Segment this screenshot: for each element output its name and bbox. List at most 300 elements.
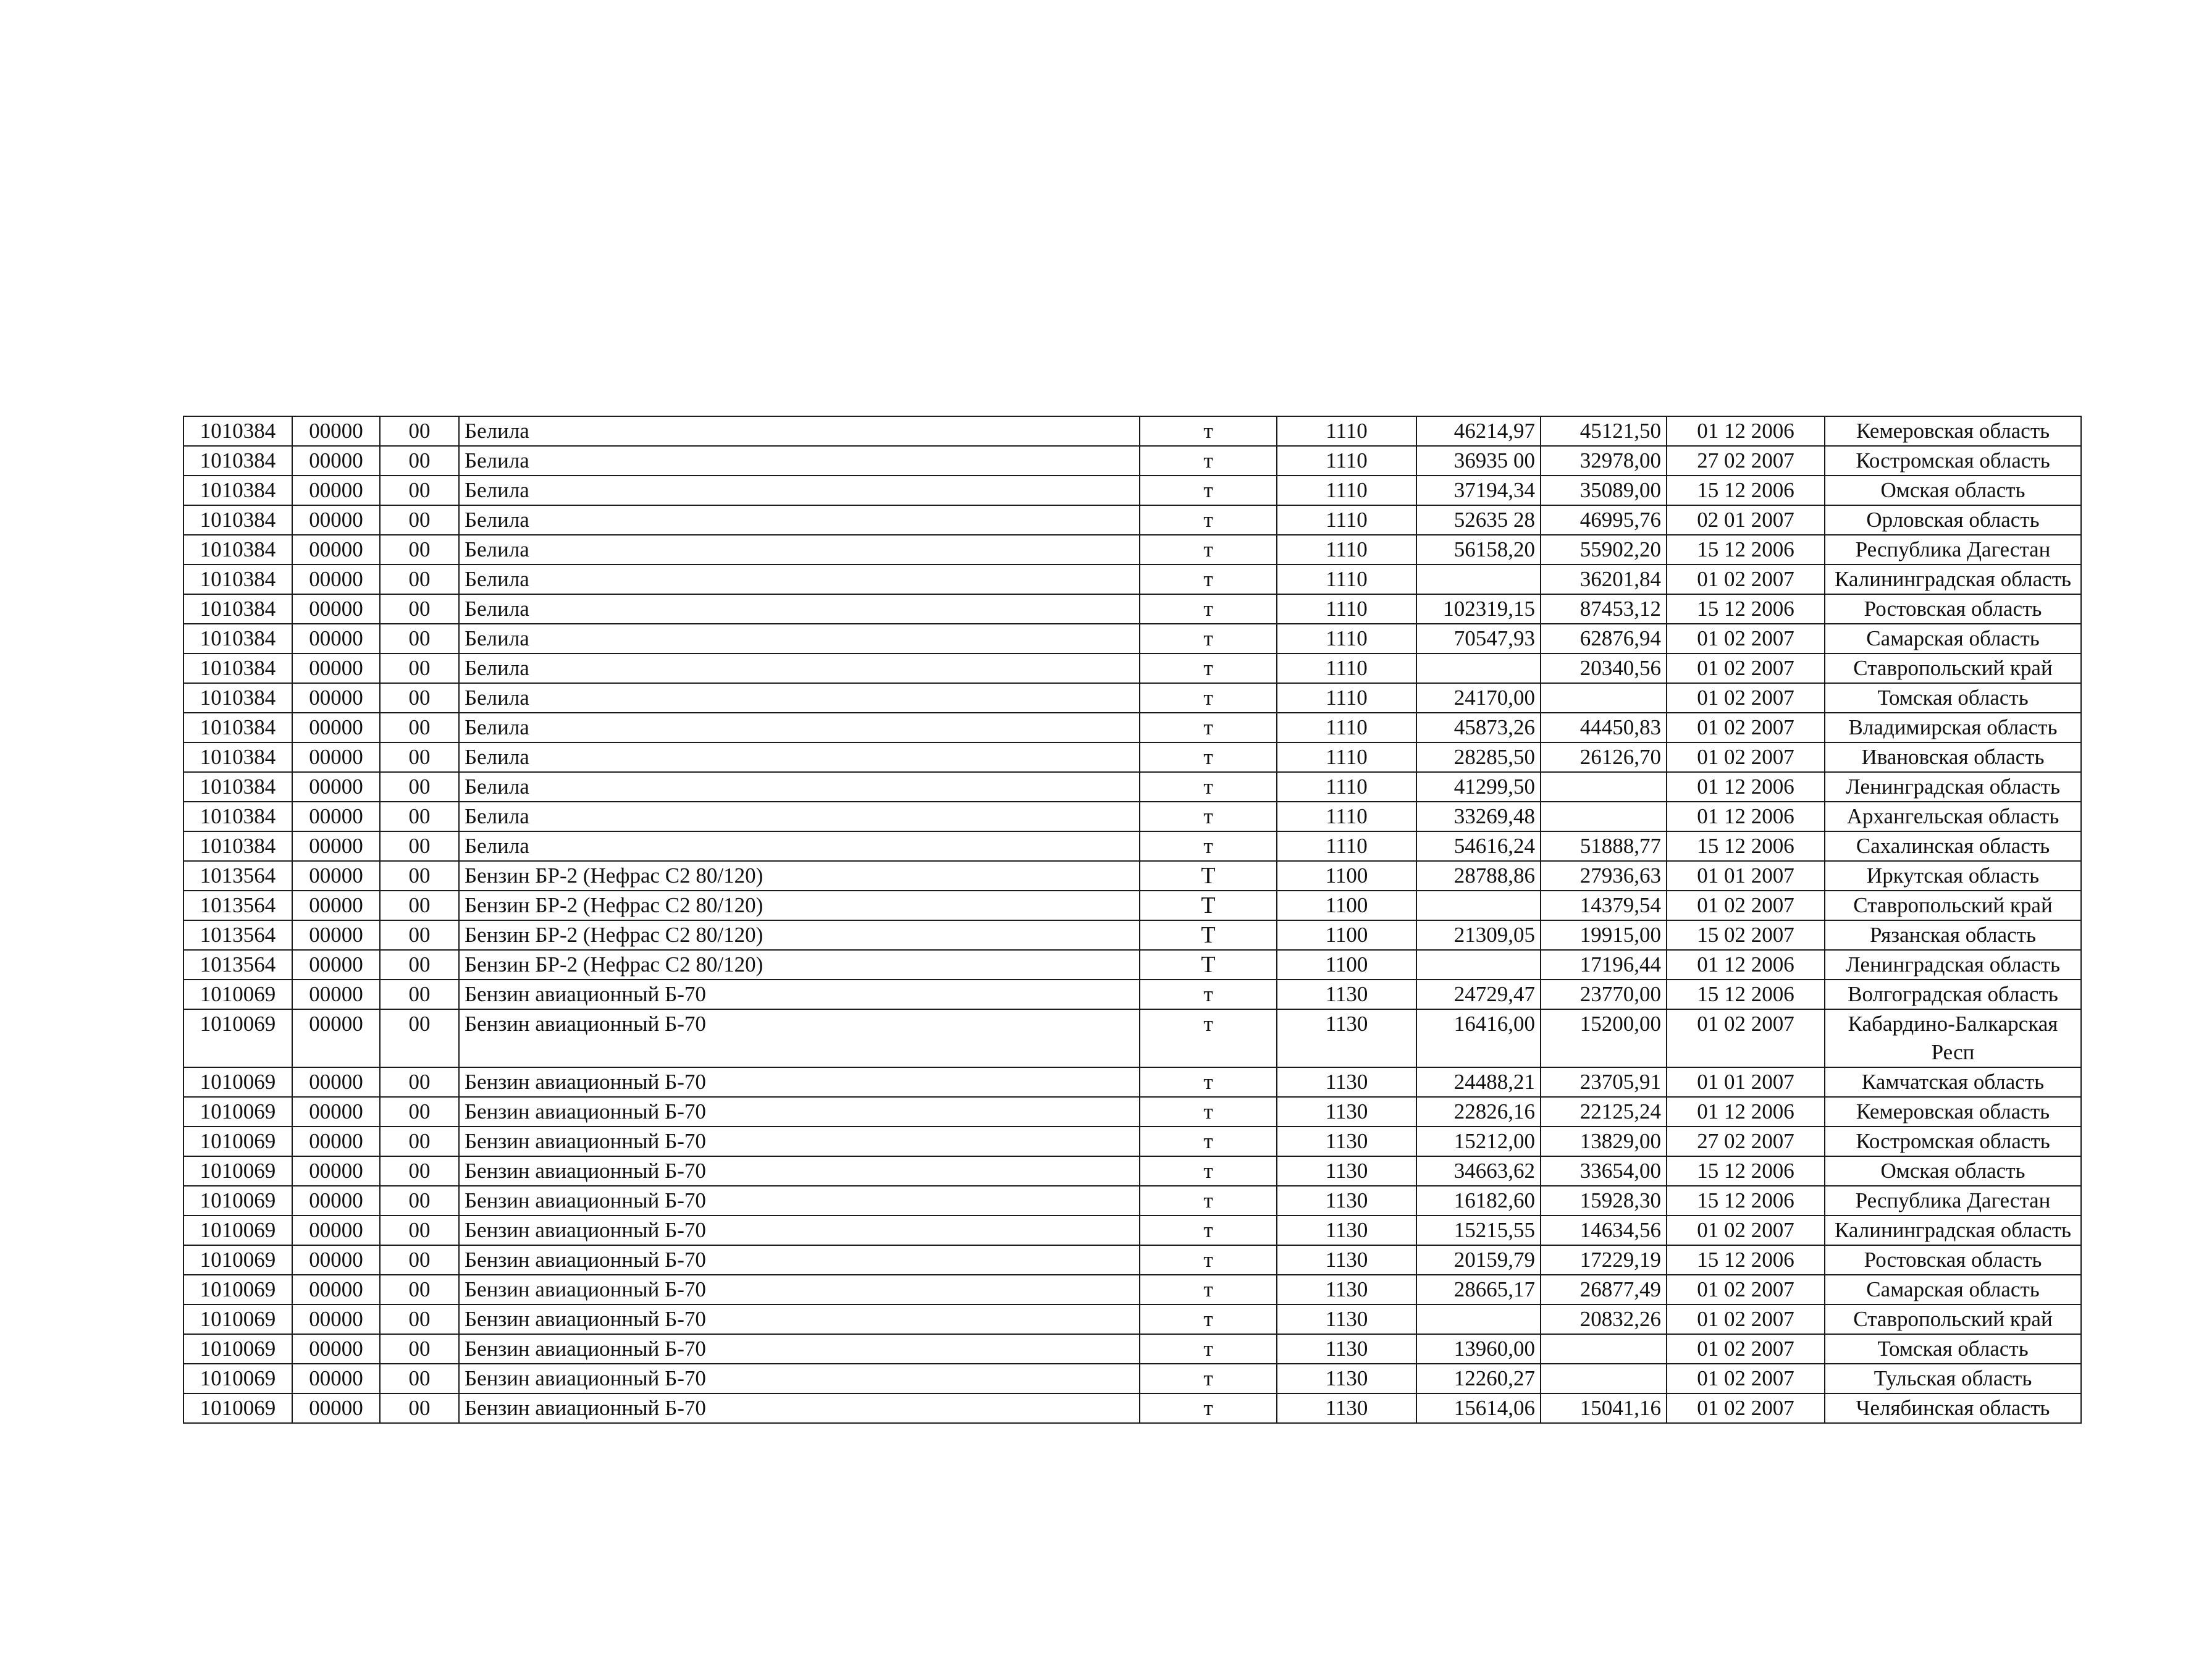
unit-cell: т [1140,1275,1277,1304]
table-row [183,1334,2081,1364]
region-cell: Омская область [1825,1156,2081,1186]
table-row [183,505,2081,535]
price-1-cell: 36935 00 [1416,446,1541,476]
version-cell: 00 [380,624,459,653]
subcode-cell: 00000 [292,683,380,713]
price-1-cell: 28285,50 [1416,742,1541,772]
date-cell: 01 02 2007 [1667,1009,1825,1067]
price-2-cell: 32978,00 [1541,446,1667,476]
price-table [183,416,2082,1424]
unit-cell: т [1140,624,1277,653]
date-cell: 15 12 2006 [1667,535,1825,565]
product-name-cell: Бензин авиационный Б-70 [459,1216,1140,1245]
table-row [183,802,2081,831]
price-1-cell: 34663,62 [1416,1156,1541,1186]
product-code-cell: 1013564 [183,920,292,950]
subcode-cell: 00000 [292,416,380,446]
unit-cell: т [1140,1304,1277,1334]
product-code-cell: 1010384 [183,831,292,861]
date-cell: 01 02 2007 [1667,1275,1825,1304]
date-cell: 01 02 2007 [1667,1334,1825,1364]
price-1-cell [1416,891,1541,920]
price-1-cell: 28665,17 [1416,1275,1541,1304]
price-1-cell: 15614,06 [1416,1393,1541,1423]
price-1-cell: 41299,50 [1416,772,1541,802]
version-cell: 00 [380,920,459,950]
region-cell: Костромская область [1825,446,2081,476]
price-2-cell: 33654,00 [1541,1156,1667,1186]
product-code-cell: 1010069 [183,1364,292,1393]
subcode-cell: 00000 [292,624,380,653]
price-1-cell [1416,653,1541,683]
product-code-cell: 1010069 [183,1009,292,1067]
region-cell: Владимирская область [1825,713,2081,742]
price-2-cell: 27936,63 [1541,861,1667,891]
price-1-cell [1416,565,1541,594]
product-code-cell: 1010069 [183,1216,292,1245]
region-cell: Архангельская область [1825,802,2081,831]
region-cell: Ростовская область [1825,1245,2081,1275]
price-1-cell: 46214,97 [1416,416,1541,446]
unit-cell: т [1140,476,1277,505]
product-code-cell: 1010384 [183,476,292,505]
table-row [183,1364,2081,1393]
price-2-cell: 35089,00 [1541,476,1667,505]
version-cell: 00 [380,802,459,831]
date-cell: 27 02 2007 [1667,446,1825,476]
version-cell: 00 [380,980,459,1009]
unit-cell: т [1140,1216,1277,1245]
subcode-cell: 00000 [292,535,380,565]
table-row [183,1067,2081,1097]
price-2-cell: 45121,50 [1541,416,1667,446]
region-cell: Самарская область [1825,1275,2081,1304]
region-cell: Камчатская область [1825,1067,2081,1097]
region-cell: Ростовская область [1825,594,2081,624]
region-cell: Самарская область [1825,624,2081,653]
version-cell: 00 [380,1127,459,1156]
product-name-cell: Белила [459,772,1140,802]
region-cell: Ставропольский край [1825,1304,2081,1334]
price-2-cell: 26126,70 [1541,742,1667,772]
price-1-cell: 24488,21 [1416,1067,1541,1097]
subcode-cell: 00000 [292,1127,380,1156]
date-cell: 02 01 2007 [1667,505,1825,535]
unit-cell: т [1140,594,1277,624]
product-code-cell: 1010384 [183,505,292,535]
table-row [183,950,2081,980]
product-code-cell: 1010069 [183,1127,292,1156]
price-1-cell: 13960,00 [1416,1334,1541,1364]
table-row [183,861,2081,891]
price-1-cell: 20159,79 [1416,1245,1541,1275]
version-cell: 00 [380,1067,459,1097]
region-cell: Иркутская область [1825,861,2081,891]
product-name-cell: Бензин авиационный Б-70 [459,1127,1140,1156]
subcode-cell: 00000 [292,1364,380,1393]
region-cell: Челябинская область [1825,1393,2081,1423]
region-cell: Орловская область [1825,505,2081,535]
product-code-cell: 1013564 [183,861,292,891]
region-cell: Омская область [1825,476,2081,505]
region-cell: Кабардино-Балкарская Респ [1825,1009,2081,1067]
unit-code-cell: 1130 [1277,1186,1416,1216]
product-name-cell: Бензин авиационный Б-70 [459,1156,1140,1186]
unit-cell: т [1140,1097,1277,1127]
unit-code-cell: 1110 [1277,772,1416,802]
date-cell: 01 01 2007 [1667,861,1825,891]
unit-cell: т [1140,1364,1277,1393]
price-1-cell: 37194,34 [1416,476,1541,505]
price-2-cell: 17229,19 [1541,1245,1667,1275]
price-2-cell: 20832,26 [1541,1304,1667,1334]
version-cell: 00 [380,653,459,683]
unit-code-cell: 1130 [1277,1364,1416,1393]
price-1-cell: 15212,00 [1416,1127,1541,1156]
subcode-cell: 00000 [292,1245,380,1275]
product-name-cell: Бензин авиационный Б-70 [459,1304,1140,1334]
product-name-cell: Бензин авиационный Б-70 [459,1334,1140,1364]
subcode-cell: 00000 [292,713,380,742]
product-code-cell: 1010069 [183,980,292,1009]
version-cell: 00 [380,505,459,535]
price-2-cell: 19915,00 [1541,920,1667,950]
region-cell: Тульская область [1825,1364,2081,1393]
unit-cell: т [1140,446,1277,476]
product-name-cell: Белила [459,831,1140,861]
subcode-cell: 00000 [292,653,380,683]
unit-code-cell: 1100 [1277,920,1416,950]
price-1-cell [1416,1304,1541,1334]
table-row [183,831,2081,861]
unit-cell: т [1140,980,1277,1009]
date-cell: 01 02 2007 [1667,1304,1825,1334]
subcode-cell: 00000 [292,1334,380,1364]
price-1-cell: 54616,24 [1416,831,1541,861]
unit-code-cell: 1110 [1277,505,1416,535]
table-row [183,891,2081,920]
price-2-cell: 14379,54 [1541,891,1667,920]
product-code-cell: 1010384 [183,446,292,476]
price-1-cell: 16182,60 [1416,1186,1541,1216]
product-name-cell: Белила [459,446,1140,476]
region-cell: Республика Дагестан [1825,1186,2081,1216]
price-1-cell: 52635 28 [1416,505,1541,535]
version-cell: 00 [380,1156,459,1186]
table-row [183,446,2081,476]
price-1-cell: 70547,93 [1416,624,1541,653]
date-cell: 15 12 2006 [1667,1156,1825,1186]
region-cell: Костромская область [1825,1127,2081,1156]
product-name-cell: Бензин авиационный Б-70 [459,1275,1140,1304]
region-cell: Томская область [1825,1334,2081,1364]
version-cell: 00 [380,683,459,713]
price-2-cell: 46995,76 [1541,505,1667,535]
subcode-cell: 00000 [292,1009,380,1067]
product-code-cell: 1010069 [183,1156,292,1186]
product-code-cell: 1010069 [183,1245,292,1275]
product-name-cell: Белила [459,565,1140,594]
unit-code-cell: 1110 [1277,831,1416,861]
subcode-cell: 00000 [292,861,380,891]
product-code-cell: 1010069 [183,1393,292,1423]
unit-code-cell: 1110 [1277,535,1416,565]
table-row [183,535,2081,565]
date-cell: 15 12 2006 [1667,594,1825,624]
price-2-cell: 15928,30 [1541,1186,1667,1216]
version-cell: 00 [380,1275,459,1304]
product-name-cell: Бензин авиационный Б-70 [459,1393,1140,1423]
subcode-cell: 00000 [292,1156,380,1186]
price-1-cell: 33269,48 [1416,802,1541,831]
unit-code-cell: 1100 [1277,950,1416,980]
product-name-cell: Белила [459,624,1140,653]
subcode-cell: 00000 [292,1275,380,1304]
unit-cell: т [1140,1127,1277,1156]
version-cell: 00 [380,535,459,565]
subcode-cell: 00000 [292,1216,380,1245]
version-cell: 00 [380,891,459,920]
price-2-cell [1541,1364,1667,1393]
product-code-cell: 1010069 [183,1334,292,1364]
unit-cell: т [1140,802,1277,831]
region-cell: Рязанская область [1825,920,2081,950]
date-cell: 15 12 2006 [1667,1186,1825,1216]
version-cell: 00 [380,1186,459,1216]
product-name-cell: Бензин БР-2 (Нефрас С2 80/120) [459,861,1140,891]
subcode-cell: 00000 [292,831,380,861]
date-cell: 01 02 2007 [1667,713,1825,742]
price-1-cell: 12260,27 [1416,1364,1541,1393]
unit-code-cell: 1110 [1277,416,1416,446]
unit-code-cell: 1130 [1277,1304,1416,1334]
product-name-cell: Белила [459,594,1140,624]
price-2-cell: 55902,20 [1541,535,1667,565]
unit-code-cell: 1110 [1277,713,1416,742]
unit-code-cell: 1130 [1277,1334,1416,1364]
subcode-cell: 00000 [292,1186,380,1216]
version-cell: 00 [380,594,459,624]
product-code-cell: 1010069 [183,1067,292,1097]
unit-cell: Т [1140,920,1277,950]
region-cell: Кемеровская область [1825,1097,2081,1127]
product-name-cell: Бензин авиационный Б-70 [459,1245,1140,1275]
product-name-cell: Белила [459,683,1140,713]
product-name-cell: Бензин авиационный Б-70 [459,1067,1140,1097]
product-name-cell: Бензин авиационный Б-70 [459,980,1140,1009]
unit-cell: т [1140,653,1277,683]
unit-code-cell: 1130 [1277,1156,1416,1186]
region-cell: Ленинградская область [1825,950,2081,980]
date-cell: 01 02 2007 [1667,1216,1825,1245]
price-1-cell: 28788,86 [1416,861,1541,891]
price-2-cell: 14634,56 [1541,1216,1667,1245]
region-cell: Сахалинская область [1825,831,2081,861]
subcode-cell: 00000 [292,505,380,535]
price-1-cell: 16416,00 [1416,1009,1541,1067]
subcode-cell: 00000 [292,1067,380,1097]
region-cell: Ленинградская область [1825,772,2081,802]
subcode-cell: 00000 [292,742,380,772]
subcode-cell: 00000 [292,1393,380,1423]
product-name-cell: Белила [459,653,1140,683]
product-name-cell: Белила [459,742,1140,772]
date-cell: 15 12 2006 [1667,1245,1825,1275]
version-cell: 00 [380,565,459,594]
subcode-cell: 00000 [292,1097,380,1127]
unit-cell: т [1140,1156,1277,1186]
subcode-cell: 00000 [292,565,380,594]
table-row [183,653,2081,683]
price-2-cell [1541,1334,1667,1364]
date-cell: 01 12 2006 [1667,1097,1825,1127]
table-row [183,1156,2081,1186]
version-cell: 00 [380,1334,459,1364]
unit-code-cell: 1130 [1277,1393,1416,1423]
version-cell: 00 [380,1097,459,1127]
table-row [183,980,2081,1009]
unit-cell: т [1140,831,1277,861]
region-cell: Ивановская область [1825,742,2081,772]
region-cell: Калининградская область [1825,565,2081,594]
version-cell: 00 [380,831,459,861]
unit-code-cell: 1110 [1277,565,1416,594]
table-row [183,624,2081,653]
version-cell: 00 [380,446,459,476]
unit-cell: т [1140,1009,1277,1067]
unit-code-cell: 1110 [1277,624,1416,653]
date-cell: 01 01 2007 [1667,1067,1825,1097]
unit-code-cell: 1110 [1277,802,1416,831]
region-cell: Ставропольский край [1825,891,2081,920]
unit-cell: т [1140,772,1277,802]
product-name-cell: Бензин авиационный Б-70 [459,1009,1140,1067]
product-code-cell: 1010384 [183,713,292,742]
unit-cell: т [1140,1245,1277,1275]
product-code-cell: 1010384 [183,535,292,565]
date-cell: 27 02 2007 [1667,1127,1825,1156]
region-cell: Кемеровская область [1825,416,2081,446]
date-cell: 01 02 2007 [1667,683,1825,713]
table-row [183,1127,2081,1156]
unit-code-cell: 1130 [1277,1275,1416,1304]
product-code-cell: 1010069 [183,1186,292,1216]
version-cell: 00 [380,1009,459,1067]
region-cell: Томская область [1825,683,2081,713]
date-cell: 01 02 2007 [1667,624,1825,653]
date-cell: 15 02 2007 [1667,920,1825,950]
product-name-cell: Бензин БР-2 (Нефрас С2 80/120) [459,920,1140,950]
region-cell: Ставропольский край [1825,653,2081,683]
version-cell: 00 [380,1216,459,1245]
price-2-cell: 36201,84 [1541,565,1667,594]
product-name-cell: Бензин авиационный Б-70 [459,1364,1140,1393]
table-row [183,1216,2081,1245]
product-code-cell: 1010384 [183,683,292,713]
unit-cell: Т [1140,861,1277,891]
table-row [183,1009,2081,1067]
product-name-cell: Белила [459,713,1140,742]
price-2-cell: 23705,91 [1541,1067,1667,1097]
product-code-cell: 1010384 [183,594,292,624]
subcode-cell: 00000 [292,772,380,802]
unit-code-cell: 1130 [1277,980,1416,1009]
product-code-cell: 1013564 [183,891,292,920]
table-row [183,742,2081,772]
unit-cell: Т [1140,950,1277,980]
subcode-cell: 00000 [292,476,380,505]
unit-cell: Т [1140,891,1277,920]
unit-cell: т [1140,1186,1277,1216]
subcode-cell: 00000 [292,950,380,980]
price-1-cell: 21309,05 [1416,920,1541,950]
version-cell: 00 [380,476,459,505]
subcode-cell: 00000 [292,802,380,831]
price-2-cell: 22125,24 [1541,1097,1667,1127]
version-cell: 00 [380,1245,459,1275]
date-cell: 15 12 2006 [1667,980,1825,1009]
product-code-cell: 1010384 [183,802,292,831]
price-2-cell: 15200,00 [1541,1009,1667,1067]
date-cell: 01 02 2007 [1667,653,1825,683]
version-cell: 00 [380,1304,459,1334]
price-1-cell: 102319,15 [1416,594,1541,624]
unit-code-cell: 1130 [1277,1097,1416,1127]
product-code-cell: 1010384 [183,416,292,446]
unit-cell: т [1140,1334,1277,1364]
unit-code-cell: 1100 [1277,861,1416,891]
subcode-cell: 00000 [292,446,380,476]
product-code-cell: 1010384 [183,565,292,594]
product-name-cell: Белила [459,535,1140,565]
product-name-cell: Белила [459,505,1140,535]
price-2-cell: 44450,83 [1541,713,1667,742]
table-row [183,772,2081,802]
unit-code-cell: 1110 [1277,653,1416,683]
product-code-cell: 1010069 [183,1097,292,1127]
table-row [183,1186,2081,1216]
price-2-cell: 51888,77 [1541,831,1667,861]
date-cell: 15 12 2006 [1667,476,1825,505]
price-2-cell: 20340,56 [1541,653,1667,683]
price-2-cell: 23770,00 [1541,980,1667,1009]
unit-cell: т [1140,1393,1277,1423]
subcode-cell: 00000 [292,920,380,950]
price-1-cell: 22826,16 [1416,1097,1541,1127]
region-cell: Волгоградская область [1825,980,2081,1009]
price-1-cell: 45873,26 [1416,713,1541,742]
version-cell: 00 [380,861,459,891]
price-1-cell: 56158,20 [1416,535,1541,565]
subcode-cell: 00000 [292,1304,380,1334]
product-name-cell: Бензин БР-2 (Нефрас С2 80/120) [459,950,1140,980]
product-code-cell: 1010069 [183,1275,292,1304]
date-cell: 01 12 2006 [1667,772,1825,802]
unit-code-cell: 1110 [1277,446,1416,476]
version-cell: 00 [380,416,459,446]
product-name-cell: Бензин БР-2 (Нефрас С2 80/120) [459,891,1140,920]
unit-code-cell: 1110 [1277,594,1416,624]
table-row [183,1393,2081,1423]
price-2-cell [1541,772,1667,802]
price-2-cell: 13829,00 [1541,1127,1667,1156]
price-2-cell: 62876,94 [1541,624,1667,653]
table-row [183,476,2081,505]
unit-cell: т [1140,535,1277,565]
price-2-cell: 17196,44 [1541,950,1667,980]
product-name-cell: Белила [459,802,1140,831]
table-row [183,594,2081,624]
